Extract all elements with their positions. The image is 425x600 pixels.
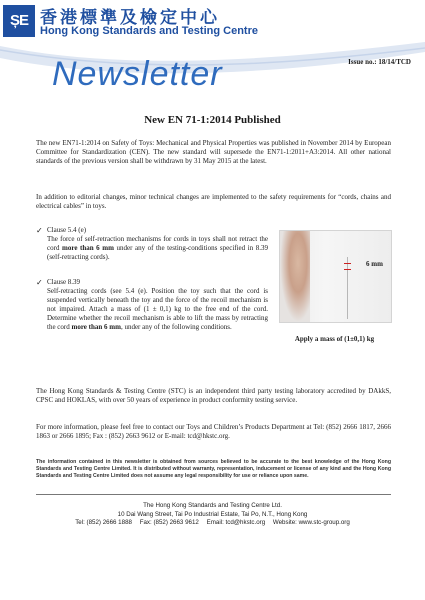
newsletter-title: Newsletter	[52, 55, 223, 93]
footer-address: 10 Dai Wang Street, Tai Po Industrial Estate, Tai Po, N.T., Hong Kong	[117, 510, 308, 518]
changes-paragraph: In addition to editorial changes, minor technical changes are implemented to the safety requirements for “cords, chains and electrical cables” in toys.	[36, 193, 391, 210]
footer-contact-row	[0, 519, 425, 528]
page-footer	[0, 502, 425, 528]
photo-caption: Apply a mass of (1±0,1) kg	[294, 335, 375, 343]
footer-email[interactable]: Email: tcd@hkstc.org	[206, 519, 266, 526]
footer-fax: Fax: (852) 2663 9612	[139, 519, 199, 526]
checkmark-icon: ✓	[36, 278, 43, 287]
clause-title: Clause 8.39	[47, 278, 81, 286]
clause-body: Self-retracting cords (see 5.4 (e). Position the toy such that the cord is suspended vertically beneath the toy and the force of the recoil mechanism is not impaired. Attach a mass of (1 ± 0,1) kg to the free end of the cord. Determine whether the recoil mechanism is able to lift the mass by retracting the cord more than 6 mm, under any of the following conditions.	[47, 287, 268, 331]
contact-paragraph: For more information, please feel free to contact our Toys and Children’s Products Department at Tel: (852) 2666 1817, 2666 1863 or 2666 1895; Fax : (852) 2663 9612 or E-mail: tcd@hkstc.org.	[36, 423, 391, 440]
clause-title: Clause 5.4 (e)	[47, 226, 87, 234]
cord-line	[347, 257, 348, 319]
footer-website[interactable]: Website: www.stc-group.org	[272, 519, 350, 526]
about-stc-paragraph: The Hong Kong Standards & Testing Centre (STC) is an independent third party testing laboratory accredited by DAkkS, CPSC and HOKLAS, with over 50 years of experience in product conformity testing service.	[36, 387, 391, 404]
footer-divider	[36, 494, 391, 495]
article-headline: New EN 71-1:2014 Published	[144, 114, 281, 126]
hand-image	[280, 231, 310, 322]
issue-number: Issue no.: 18/14/TCD	[348, 58, 411, 66]
org-name-chinese: 香港標準及檢定中心	[40, 8, 220, 28]
org-name-english: Hong Kong Standards and Testing Centre	[40, 25, 258, 37]
checkmark-icon: ✓	[36, 226, 43, 235]
stc-logo: ȘE	[3, 5, 35, 37]
footer-tel: Tel: (852) 2666 1888	[75, 519, 132, 526]
clause-body: The force of self-retraction mechanisms for cords in toys shall not retract the cord more than 6 mm under any of the testing-conditions specified in 8.39 (self-retracting cords).	[47, 235, 268, 261]
clause-item	[36, 278, 268, 332]
disclaimer-text: The information contained in this newsletter is obtained from sources believed to be accurate to the best knowledge of the Hong Kong Standards and Testing Centre Limited. It is distributed without warranty, representation, inducement or license of any kind and the Hong Kong Standards and Testing Centre Limited does not assume any legal responsibility for use or reliance upon same.	[36, 459, 391, 479]
cord-test-photo	[279, 230, 392, 323]
measurement-mark-bottom	[344, 269, 351, 270]
measurement-label: 6 mm	[366, 260, 383, 268]
intro-paragraph: The new EN71-1:2014 on Safety of Toys: Mechanical and Physical Properties was published in November 2014 by European Committee for Standardization (CEN). The new standard will supersede the EN71-1:2011+A3:2014. All other national standards of the previous version shall be withdrawn by 31 May 2015 at the latest.	[36, 139, 391, 165]
clause-item	[36, 226, 268, 262]
footer-company: The Hong Kong Standards and Testing Centre Ltd.	[143, 502, 282, 509]
measurement-mark-top	[344, 263, 351, 264]
